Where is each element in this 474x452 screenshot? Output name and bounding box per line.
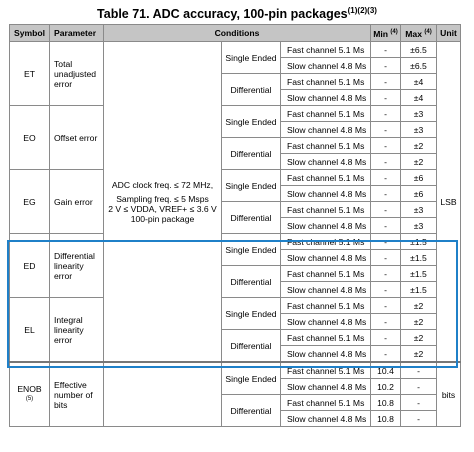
channel-cell: Fast channel 5.1 Ms — [281, 234, 371, 250]
parameter-cell: Integral linearity error — [50, 298, 104, 363]
max-cell: ±3 — [401, 106, 437, 122]
header-conditions: Conditions — [104, 25, 371, 42]
unit-bits-cell: bits — [437, 362, 461, 427]
min-cell: - — [371, 90, 401, 106]
min-cell: - — [371, 250, 401, 266]
symbol-cell: ET — [10, 42, 50, 106]
channel-cell: Slow channel 4.8 Ms — [281, 58, 371, 74]
header-parameter: Parameter — [50, 25, 104, 42]
max-cell: ±2 — [401, 346, 437, 363]
header-symbol: Symbol — [10, 25, 50, 42]
mode-single-cell: Single Ended — [222, 170, 281, 202]
max-cell: ±2 — [401, 298, 437, 314]
min-cell: - — [371, 170, 401, 186]
symbol-cell: ENOB $^{(5)}$ — [10, 362, 50, 427]
channel-cell: Slow channel 4.8 Ms — [281, 250, 371, 266]
mode-diff-cell: Differential — [222, 202, 281, 234]
parameter-cell: Total unadjusted error — [50, 42, 104, 106]
channel-cell: Slow channel 4.8 Ms — [281, 122, 371, 138]
channel-cell: Fast channel 5.1 Ms — [281, 106, 371, 122]
max-cell: ±1.5 — [401, 266, 437, 282]
mode-diff-cell: Differential — [222, 330, 281, 363]
channel-cell: Fast channel 5.1 Ms — [281, 42, 371, 58]
max-cell: ±6.5 — [401, 58, 437, 74]
min-cell: 10.4 — [371, 362, 401, 379]
table-body — [10, 42, 461, 427]
max-cell: ±1.5 — [401, 250, 437, 266]
table-row — [10, 362, 461, 379]
mode-diff-cell: Differential — [222, 138, 281, 170]
table-row — [10, 170, 461, 186]
max-cell: ±3 — [401, 202, 437, 218]
max-cell: ±6 — [401, 186, 437, 202]
channel-cell: Slow channel 4.8 Ms — [281, 346, 371, 363]
channel-cell: Slow channel 4.8 Ms — [281, 282, 371, 298]
channel-cell: Slow channel 4.8 Ms — [281, 411, 371, 427]
channel-cell: Fast channel 5.1 Ms — [281, 330, 371, 346]
symbol-cell: EL — [10, 298, 50, 363]
max-cell: ±2 — [401, 314, 437, 330]
min-cell: - — [371, 106, 401, 122]
min-cell: - — [371, 138, 401, 154]
channel-cell: Slow channel 4.8 Ms — [281, 154, 371, 170]
mode-diff-cell: Differential — [222, 266, 281, 298]
max-cell: ±4 — [401, 74, 437, 90]
min-cell: 10.8 — [371, 411, 401, 427]
min-cell: - — [371, 266, 401, 282]
table-title-notes: (1)(2)(3) — [347, 6, 377, 15]
table-title-text: Table 71. ADC accuracy, 100-pin packages — [97, 7, 348, 22]
parameter-cell: Differential linearity error — [50, 234, 104, 298]
min-cell: - — [371, 186, 401, 202]
min-cell: - — [371, 330, 401, 346]
mode-single-cell: Single Ended — [222, 234, 281, 266]
mode-single-cell: Single Ended — [222, 42, 281, 74]
symbol-cell: EO — [10, 106, 50, 170]
max-cell: ±2 — [401, 330, 437, 346]
min-cell: - — [371, 122, 401, 138]
header-row — [10, 25, 461, 42]
max-cell: - — [401, 379, 437, 395]
channel-cell: Fast channel 5.1 Ms — [281, 138, 371, 154]
table-row — [10, 298, 461, 314]
max-cell: ±2 — [401, 138, 437, 154]
min-cell: 10.2 — [371, 379, 401, 395]
table-title — [0, 0, 474, 22]
channel-cell: Slow channel 4.8 Ms — [281, 186, 371, 202]
common-conditions-enob-cell — [104, 362, 222, 427]
channel-cell: Fast channel 5.1 Ms — [281, 298, 371, 314]
symbol-cell: EG — [10, 170, 50, 234]
max-cell: ±6 — [401, 170, 437, 186]
parameter-cell: Gain error — [50, 170, 104, 234]
max-cell: ±1.5 — [401, 234, 437, 250]
max-cell: ±6.5 — [401, 42, 437, 58]
channel-cell: Slow channel 4.8 Ms — [281, 90, 371, 106]
max-cell: ±1.5 — [401, 282, 437, 298]
max-cell: ±3 — [401, 218, 437, 234]
min-cell: - — [371, 202, 401, 218]
max-cell: ±4 — [401, 90, 437, 106]
channel-cell: Fast channel 5.1 Ms — [281, 74, 371, 90]
min-cell: - — [371, 346, 401, 363]
mode-diff-cell: Differential — [222, 74, 281, 106]
channel-cell: Fast channel 5.1 Ms — [281, 170, 371, 186]
min-cell: - — [371, 154, 401, 170]
min-cell: - — [371, 74, 401, 90]
min-cell: - — [371, 218, 401, 234]
table-row — [10, 42, 461, 58]
common-conditions-cell: ADC clock freq. ≤ 72 MHz, Sampling freq. ≤ 5 Msps 2 V ≤ VDDA, VREF+ ≤ 3.6 V 100-pin package — [104, 42, 222, 363]
channel-cell: Fast channel 5.1 Ms — [281, 362, 371, 379]
max-cell: ±2 — [401, 154, 437, 170]
mode-diff-cell: Differential — [222, 395, 281, 427]
max-cell: ±3 — [401, 122, 437, 138]
channel-cell: Fast channel 5.1 Ms — [281, 202, 371, 218]
min-cell: - — [371, 282, 401, 298]
channel-cell: Fast channel 5.1 Ms — [281, 266, 371, 282]
table-row — [10, 106, 461, 122]
header-max: Max $^{(4)}$ — [401, 25, 437, 42]
table-row — [10, 234, 461, 250]
min-cell: - — [371, 314, 401, 330]
unit-lsb-cell: LSB — [437, 42, 461, 363]
symbol-cell: ED — [10, 234, 50, 298]
mode-single-cell: Single Ended — [222, 362, 281, 395]
min-cell: - — [371, 298, 401, 314]
header-unit: Unit — [437, 25, 461, 42]
channel-cell: Slow channel 4.8 Ms — [281, 218, 371, 234]
parameter-cell: Offset error — [50, 106, 104, 170]
max-cell: - — [401, 411, 437, 427]
min-cell: - — [371, 234, 401, 250]
min-cell: 10.8 — [371, 395, 401, 411]
max-cell: - — [401, 395, 437, 411]
channel-cell: Slow channel 4.8 Ms — [281, 314, 371, 330]
min-cell: - — [371, 58, 401, 74]
adc-accuracy-table — [9, 24, 461, 427]
channel-cell: Slow channel 4.8 Ms — [281, 379, 371, 395]
min-cell: - — [371, 42, 401, 58]
mode-single-cell: Single Ended — [222, 298, 281, 330]
channel-cell: Fast channel 5.1 Ms — [281, 395, 371, 411]
max-cell: - — [401, 362, 437, 379]
parameter-cell: Effective number of bits — [50, 362, 104, 427]
header-min: Min $^{(4)}$ — [371, 25, 401, 42]
mode-single-cell: Single Ended — [222, 106, 281, 138]
